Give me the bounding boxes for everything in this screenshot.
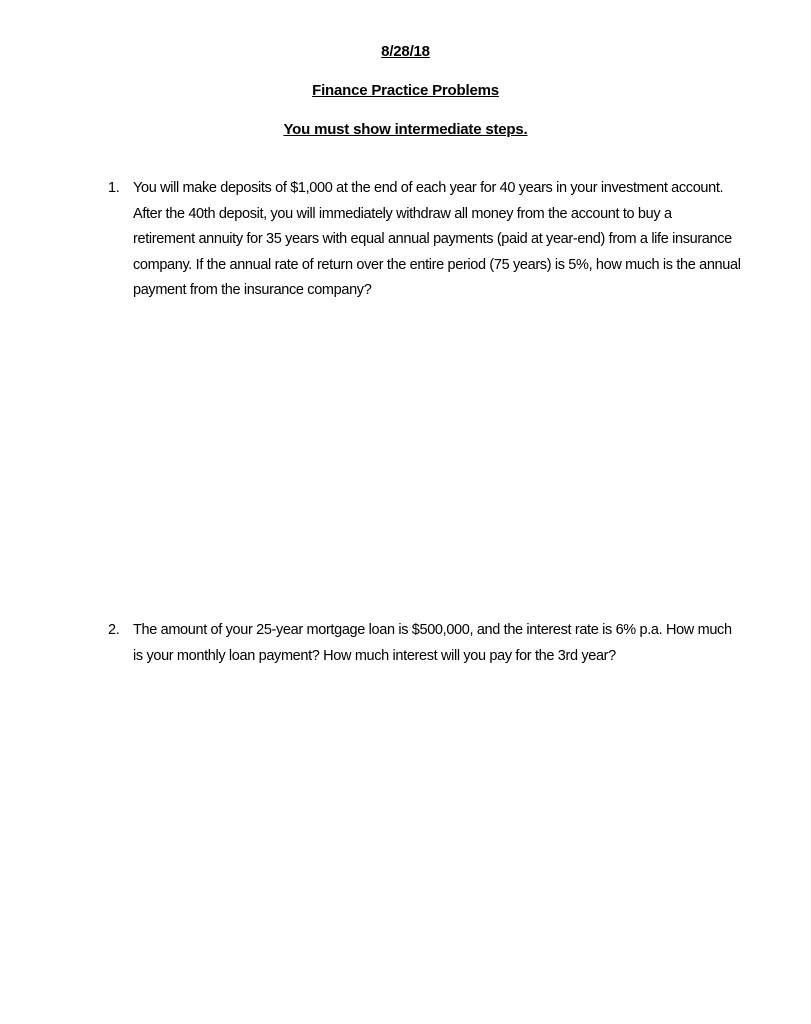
problem-number: 1. — [108, 180, 120, 196]
problem-text-line: is your monthly loan payment? How much interest will you pay for the 3rd year? — [133, 647, 616, 664]
problem-text-line: payment from the insurance company? — [133, 282, 372, 298]
problem-text-line: You will make deposits of $1,000 at the end of each year for 40 years in your investment account. — [133, 180, 724, 196]
problem-text-line: retirement annuity for 35 years with equal annual payments (paid at year-end) from a life insurance — [133, 231, 732, 247]
problem-1 — [108, 176, 748, 306]
problem-text-line: company. If the annual rate of return over the entire period (75 years) is 5%, how much is the annual — [133, 256, 741, 273]
problem-text-line: The amount of your 25-year mortgage loan is $500,000, and the interest rate is 6% p.a. How much — [133, 622, 732, 638]
problem-number: 2. — [108, 622, 120, 638]
problem-text-line: After the 40th deposit, you will immediately withdraw all money from the account to buy a — [133, 205, 672, 222]
document-title: Finance Practice Problems — [312, 82, 499, 99]
problem-2 — [108, 618, 748, 672]
instruction-note: You must show intermediate steps. — [283, 121, 528, 138]
document-date: 8/28/18 — [381, 43, 430, 60]
